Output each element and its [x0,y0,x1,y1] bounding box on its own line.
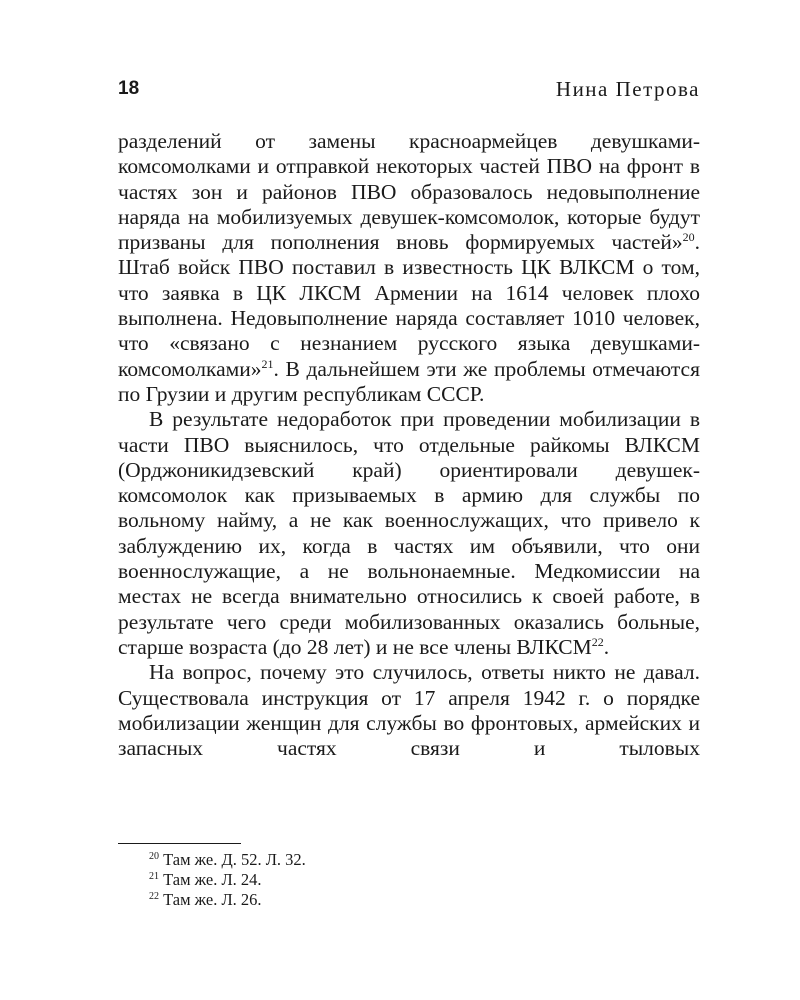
footnote-ref-22: 22 [591,634,604,649]
footnote-number: 21 [149,871,159,882]
paragraph-1-text-a: разделений от замены красноармейцев девушками-комсомолками и отправкой некоторых частей ПВО на фронт в частях зон и районов ПВО образовалось недовыполнение наряда на мобилизуемых девушек-комсомолок, которые будут призваны для пополнения вновь формируемых частей» [118,129,700,255]
footnote-21 [149,870,649,890]
paragraph-3 [118,660,700,761]
footnote-text: Там же. Л. 26. [163,890,262,909]
running-head-author: Нина Петрова [555,77,700,101]
footnote-text: Там же. Д. 52. Л. 32. [163,850,306,869]
page-number: 18 [118,78,140,99]
footnote-rule [118,843,241,844]
footnote-ref-21: 21 [261,356,274,371]
body-text [118,129,700,761]
paragraph-2-text-b: . [603,634,610,659]
paragraph-2-text-a: В результате недоработок при проведении мобилизации в части ПВО выяснилось, что отдельные райкомы ВЛКСМ (Орджоникидзевский край) ориентировали девушек-комсомолок как призываемых в армию для службы по вольному найму, а не как военнослужащих, что привело к заблуждению их, когда в частях им объявили, что они военнослужащие, а не вольнонаемные. Медкомиссии на местах не всегда внимательно относились к своей работе, в результате чего среди мобилизованных оказались больные, старше возраста (до 28 лет) и не все члены ВЛКСМ [118,407,700,659]
paragraph-2 [118,407,700,660]
footnote-ref-20: 20 [682,230,695,245]
paragraph-1 [118,129,700,407]
footnotes [149,850,649,910]
paragraph-1-text-b: . Штаб войск ПВО поставил в известность ЦК ВЛКСМ о том, что заявка в ЦК ЛКСМ Армении на 1614 человек плохо выполнена. Недовыполнение наряда составляет 1010 человек, что «связано с незнанием русского языка девушками-комсомолками» [118,230,700,381]
footnote-20 [149,850,649,870]
footnote-22 [149,890,649,910]
paragraph-1-text-c: . В дальнейшем эти же проблемы отмечаются по Грузии и другим республикам СССР. [118,356,700,406]
footnote-text: Там же. Л. 24. [163,870,262,889]
paragraph-3-text: На вопрос, почему это случилось, ответы никто не давал. Существовала инструкция от 17 апреля 1942 г. о порядке мобилизации женщин для службы во фронтовых, армейских и запасных частях связи и тыловых [118,660,700,761]
footnote-number: 22 [149,891,159,902]
footnote-number: 20 [149,851,159,862]
